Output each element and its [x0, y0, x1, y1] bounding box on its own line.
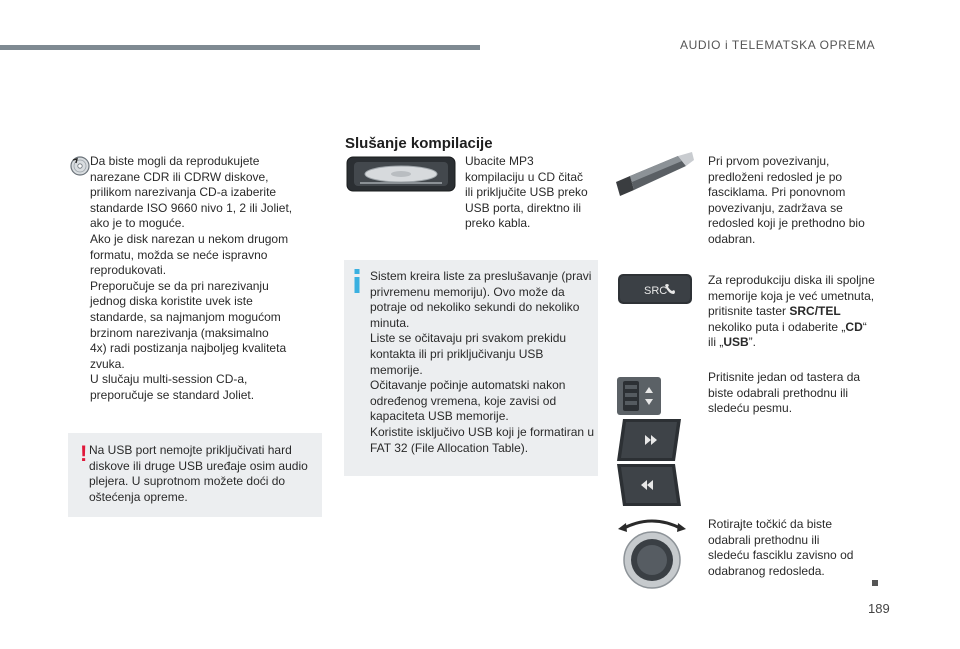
previous-track-icon — [617, 464, 681, 506]
src-instruction-part2: nekoliko puta i odaberite „ — [708, 319, 846, 334]
header-title: AUDIO i TELEMATSKA OPREMA — [680, 38, 876, 52]
src-instruction — [708, 273, 878, 351]
src-tel-button-icon — [618, 274, 692, 304]
src-button-label: SRC — [644, 285, 668, 297]
page-number: 189 — [868, 601, 890, 616]
section-title: Slušanje kompilacije — [345, 135, 493, 152]
cd-icon — [70, 156, 90, 176]
src-cd-option: CD — [845, 319, 863, 334]
warning-text: Na USB port nemojte priključivati hard diskove ili druge USB uređaje osim audio plejera. U suprotnom možete doći do oštećenja opreme. — [89, 443, 308, 504]
next-track-icon — [617, 419, 681, 461]
info-icon — [352, 269, 362, 293]
end-marker — [872, 580, 878, 586]
header-bar — [0, 45, 480, 50]
first-connection-text: Pri prvom povezivanju, predloženi redosled je po fasciklama. Pri ponovnom povezivanju, zadržava se redosled koji je prethodno bio odabran. — [708, 154, 865, 246]
src-instruction-part4: ”. — [748, 335, 757, 350]
cd-player-icon — [346, 156, 456, 192]
info-text: Sistem kreira liste za preslušavanje (pravi privremenu memoriju). Ovo može da potraje od nekoliko sekundi do nekoliko minuta. Liste se očitavaju pri svakom prekidu kontakta ili pri priključivanju USB memorije. Očitavanje počinje automatski nakon određenog vremena, koje zavisi od kapaciteta USB memorije. Koristite isključivo USB koji je formatiran u FAT 32 (File Allocation Table). — [370, 269, 595, 455]
src-instruction-part1: Za reprodukciju diska ili spoljne memorije koja je već umetnuta, pritisnite taster — [708, 273, 875, 319]
rotary-knob-icon — [616, 517, 688, 589]
src-instruction-part3: “ ili „ — [708, 319, 867, 350]
usb-stick-icon — [616, 152, 694, 198]
src-tel-key: SRC/TEL — [789, 304, 841, 319]
warning-box — [68, 433, 322, 517]
info-box — [344, 260, 598, 476]
seek-panel-icon — [617, 377, 661, 415]
cd-burning-note: Da biste mogli da reprodukujete narezane CDR ili CDRW diskove, prilikom narezivanja CD-a izaberite standarde ISO 9660 nivo 1, 2 ili Joliet, ako je to moguće. Ako je disk narezan u nekom drugom formatu, možda se neće ispravno reprodukovati. Preporučuje se da pri narezivanju jednog diska koristite uvek iste standarde, sa najmanjom mogućom brzinom narezivanja (maksimalno 4x) radi postizanja najboljeg kvaliteta zvuka. U slučaju multi-session CD-a, preporučuje se standard Joliet. — [90, 154, 293, 402]
warning-icon: ! — [80, 441, 88, 466]
rotate-knob-text: Rotirajte točkić da biste odabrali prethodnu ili sledeću fasciklu zavisno od odabranog redosleda. — [708, 517, 854, 578]
press-button-text: Pritisnite jedan od tastera da biste odabrali prethodnu ili sledeću pesmu. — [708, 370, 861, 416]
insert-instruction: Ubacite MP3 kompilaciju u CD čitač ili priključite USB preko USB porta, direktno ili preko kabla. — [465, 154, 588, 231]
src-usb-option: USB — [723, 335, 749, 350]
